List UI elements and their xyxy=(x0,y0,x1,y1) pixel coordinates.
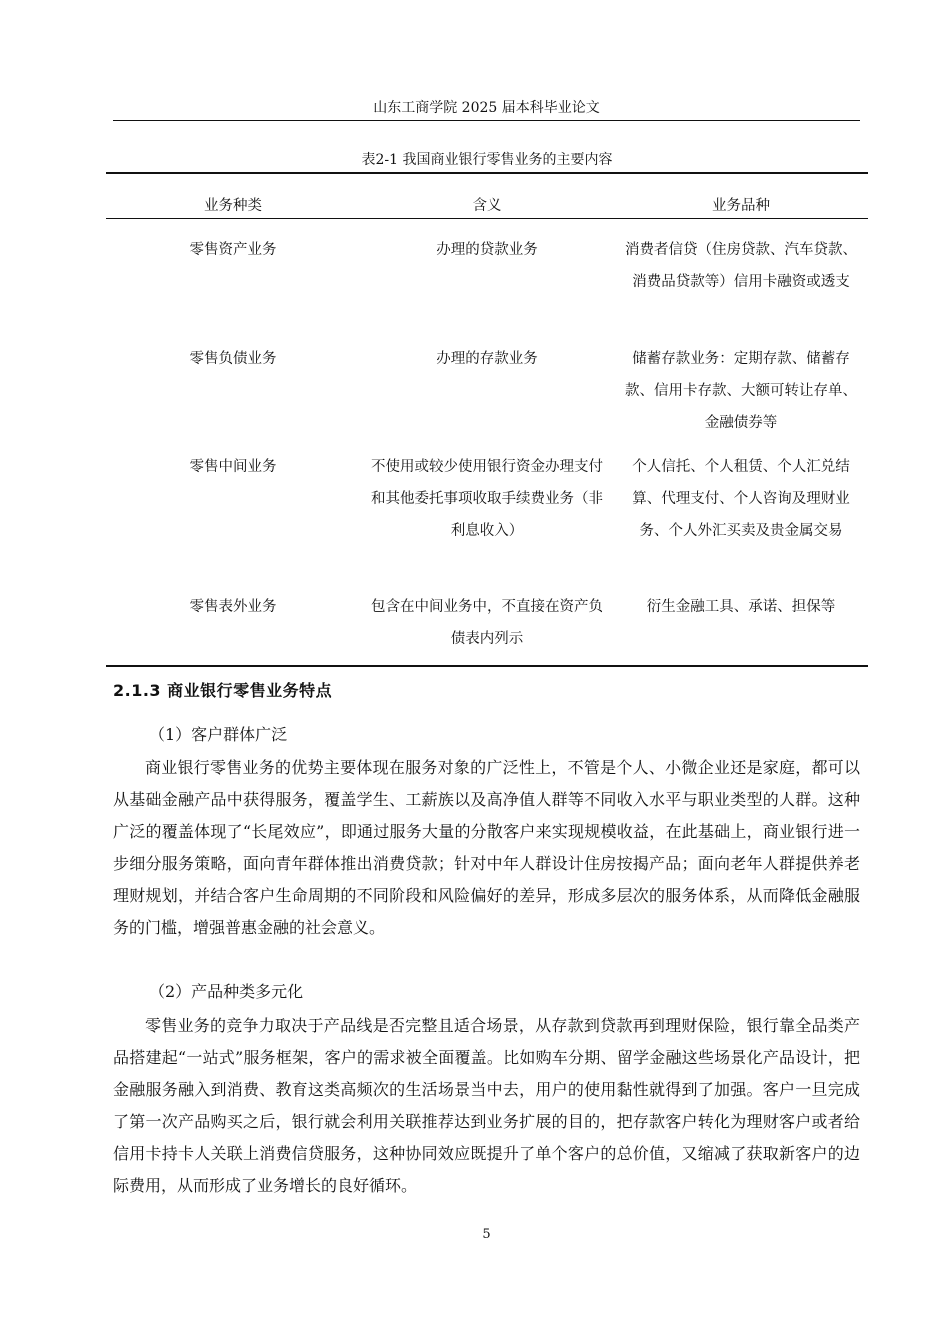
table-header-rule xyxy=(106,218,868,219)
table-top-rule xyxy=(106,172,868,174)
table-bottom-rule xyxy=(106,665,868,667)
table-cell-products: 储蓄存款业务：定期存款、储蓄存款、信用卡存款、大额可转让存单、金融债券等 xyxy=(625,351,857,431)
table-cell-type: 零售表外业务 xyxy=(189,599,277,615)
table-header-cell: 含义 xyxy=(472,198,502,214)
table-cell-meaning: 办理的贷款业务 xyxy=(436,242,538,258)
running-header: 山东工商学院 2025 届本科毕业论文 xyxy=(373,100,600,116)
table-header-cell: 业务种类 xyxy=(204,198,262,214)
table-cell-meaning: 包含在中间业务中，不直接在资产负债表内列示 xyxy=(371,599,603,647)
paragraph-product-diversity: 零售业务的竞争力取决于产品线是否完整且适合场景，从存款到贷款再到理财保险，银行靠全品类产品搭建起“一站式”服务框架，客户的需求被全面覆盖。比如购车分期、留学金融这些场景化产品设计，把金融服务融入到消费、教育这类高频次的生活场景当中去，用户的使用黏性就得到了加强。客户一旦完成了第一次产品购买之后，银行就会利用关联推荐达到业务扩展的目的，把存款客户转化为理财客户或者给信用卡持卡人关联上消费信贷服务，这种协同效应既提升了单个客户的总价值，又缩减了获取新客户的边际费用，从而形成了业务增长的良好循环。 xyxy=(113,1016,860,1195)
table-cell-type: 零售资产业务 xyxy=(189,242,277,258)
table-cell-meaning: 办理的存款业务 xyxy=(436,351,538,367)
table-caption: 表2-1 我国商业银行零售业务的主要内容 xyxy=(361,152,613,168)
table-cell-products: 消费者信贷（住房贷款、汽车贷款、消费品贷款等）信用卡融资或透支 xyxy=(625,242,857,290)
sub-heading-customer-groups: （1）客户群体广泛 xyxy=(149,725,288,744)
table-cell-meaning: 不使用或较少使用银行资金办理支付和其他委托事项收取手续费业务（非利息收入） xyxy=(371,459,603,539)
table-header-cell: 业务品种 xyxy=(712,198,770,214)
paragraph-customer-groups: 商业银行零售业务的优势主要体现在服务对象的广泛性上，不管是个人、小微企业还是家庭，都可以从基础金融产品中获得服务，覆盖学生、工薪族以及高净值人群等不同收入水平与职业类型的人群。这种广泛的覆盖体现了“长尾效应”，即通过服务大量的分散客户来实现规模收益，在此基础上，商业银行进一步细分服务策略，面向青年群体推出消费贷款；针对中年人群设计住房按揭产品；面向老年人群提供养老理财规划，并结合客户生命周期的不同阶段和风险偏好的差异，形成多层次的服务体系，从而降低金融服务的门槛，增强普惠金融的社会意义。 xyxy=(113,758,860,937)
table-cell-type: 零售负债业务 xyxy=(189,351,277,367)
table-cell-type: 零售中间业务 xyxy=(189,459,277,475)
table-cell-products: 衍生金融工具、承诺、担保等 xyxy=(646,599,836,615)
sub-heading-product-diversity: （2）产品种类多元化 xyxy=(149,982,304,1001)
page-number: 5 xyxy=(482,1227,491,1242)
section-heading: 2.1.3 商业银行零售业务特点 xyxy=(113,681,333,700)
header-rule xyxy=(113,120,860,121)
table-cell-products: 个人信托、个人租赁、个人汇兑结算、代理支付、个人咨询及理财业务、个人外汇买卖及贵金属交易 xyxy=(632,459,850,539)
